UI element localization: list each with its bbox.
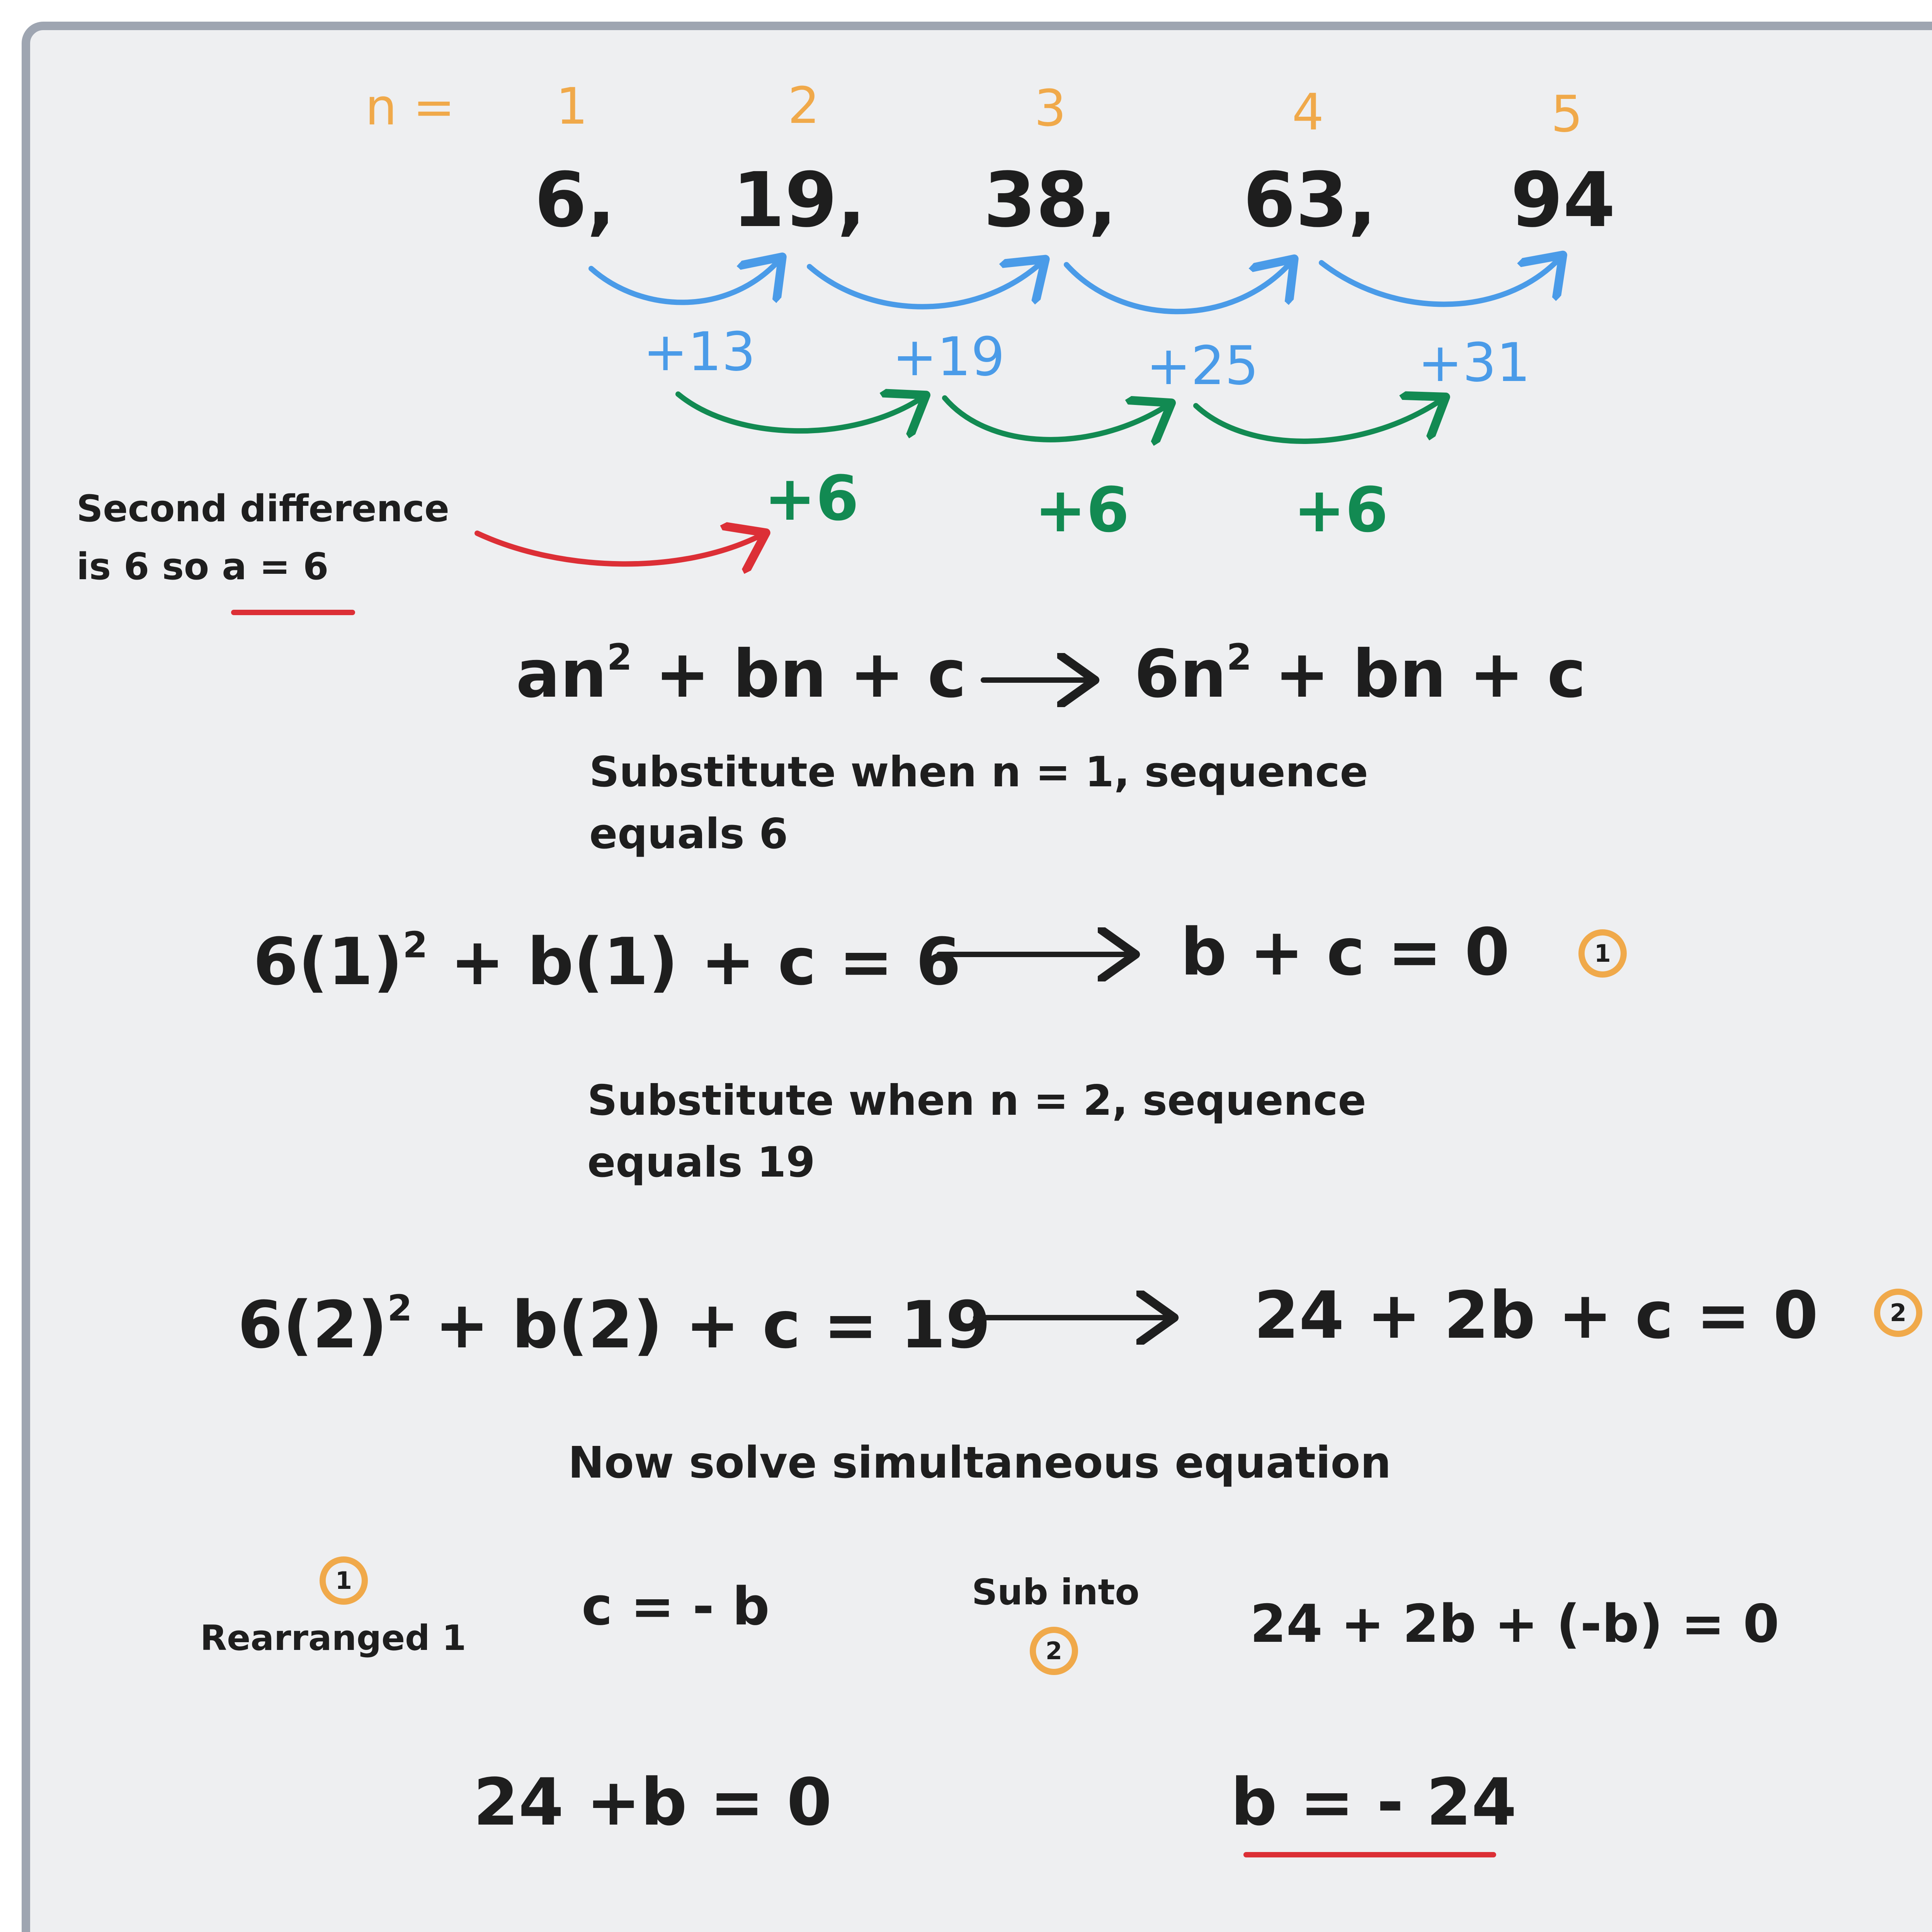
general-form-right: [1134, 636, 1586, 713]
equation-1-marker: 1: [1578, 929, 1627, 978]
substituted-equation: 24 + 2b + (-b) = 0: [1250, 1594, 1779, 1654]
first-difference-3: +25: [1146, 335, 1259, 397]
equation-2-marker: 2: [1874, 1289, 1922, 1337]
term-2: 19,: [732, 156, 866, 244]
term-4: 63,: [1243, 156, 1377, 244]
step1-result: b + c = 0: [1180, 914, 1510, 990]
step2-equation: [238, 1287, 991, 1363]
simplified-equation: 24 +b = 0: [473, 1764, 832, 1840]
general-form-right-base: 6n: [1134, 636, 1227, 713]
position-1: 1: [556, 77, 588, 136]
term-3: 38,: [983, 156, 1117, 244]
position-3: 3: [1034, 79, 1066, 138]
position-4: 4: [1292, 83, 1324, 141]
general-form-left-base: an: [516, 636, 607, 713]
annotation-highlight: a = 6: [222, 546, 329, 588]
step2-note-line-1: Substitute when n = 2, sequence: [587, 1077, 1366, 1125]
first-difference-1: +13: [643, 321, 756, 383]
annotation-line-1: Second difference: [77, 488, 449, 530]
step2-result: 24 + 2b + c = 0: [1254, 1277, 1818, 1353]
annotation-prefix: is 6 so: [77, 546, 222, 588]
second-difference-3: +6: [1293, 474, 1388, 546]
step1-lhs-a: 6(1): [253, 924, 403, 1000]
general-form-left: [516, 636, 966, 713]
general-form-left-exponent: 2: [607, 636, 632, 679]
step1-exponent: 2: [403, 924, 428, 966]
step2-note-line-2: equals 19: [587, 1138, 815, 1187]
position-2: 2: [787, 76, 820, 135]
sub-into-marker: 2: [1030, 1627, 1078, 1675]
rearranged-label: Rearranged 1: [200, 1618, 466, 1658]
step2-lhs-a: 6(2): [238, 1287, 388, 1363]
step1-equation: [253, 924, 961, 1000]
term-5: 94: [1510, 156, 1616, 244]
position-5: 5: [1551, 85, 1583, 143]
step2-lhs-b: + b(2) + c = 19: [412, 1287, 991, 1363]
term-1: 6,: [534, 156, 616, 244]
step2-exponent: 2: [387, 1287, 412, 1329]
general-form-left-rest: + bn + c: [632, 636, 966, 713]
general-form-right-rest: + bn + c: [1252, 636, 1586, 713]
b-result: b = - 24: [1231, 1764, 1517, 1840]
c-expression: c = - b: [582, 1576, 770, 1637]
annotation-line-2: [77, 546, 329, 588]
second-difference-2: +6: [1034, 474, 1129, 546]
step1-lhs-b: + b(1) + c = 6: [427, 924, 961, 1000]
sub-into-label: Sub into: [972, 1571, 1139, 1613]
step1-note-line-1: Substitute when n = 1, sequence: [589, 748, 1368, 796]
general-form-right-exponent: 2: [1226, 636, 1252, 679]
step1-note-line-2: equals 6: [589, 810, 788, 858]
n-label: n =: [365, 78, 455, 136]
solve-heading: Now solve simultaneous equation: [568, 1438, 1391, 1488]
rearranged-marker: 1: [320, 1556, 368, 1605]
first-difference-4: +31: [1418, 332, 1531, 394]
second-difference-1: +6: [764, 462, 859, 534]
first-difference-2: +19: [892, 326, 1005, 388]
